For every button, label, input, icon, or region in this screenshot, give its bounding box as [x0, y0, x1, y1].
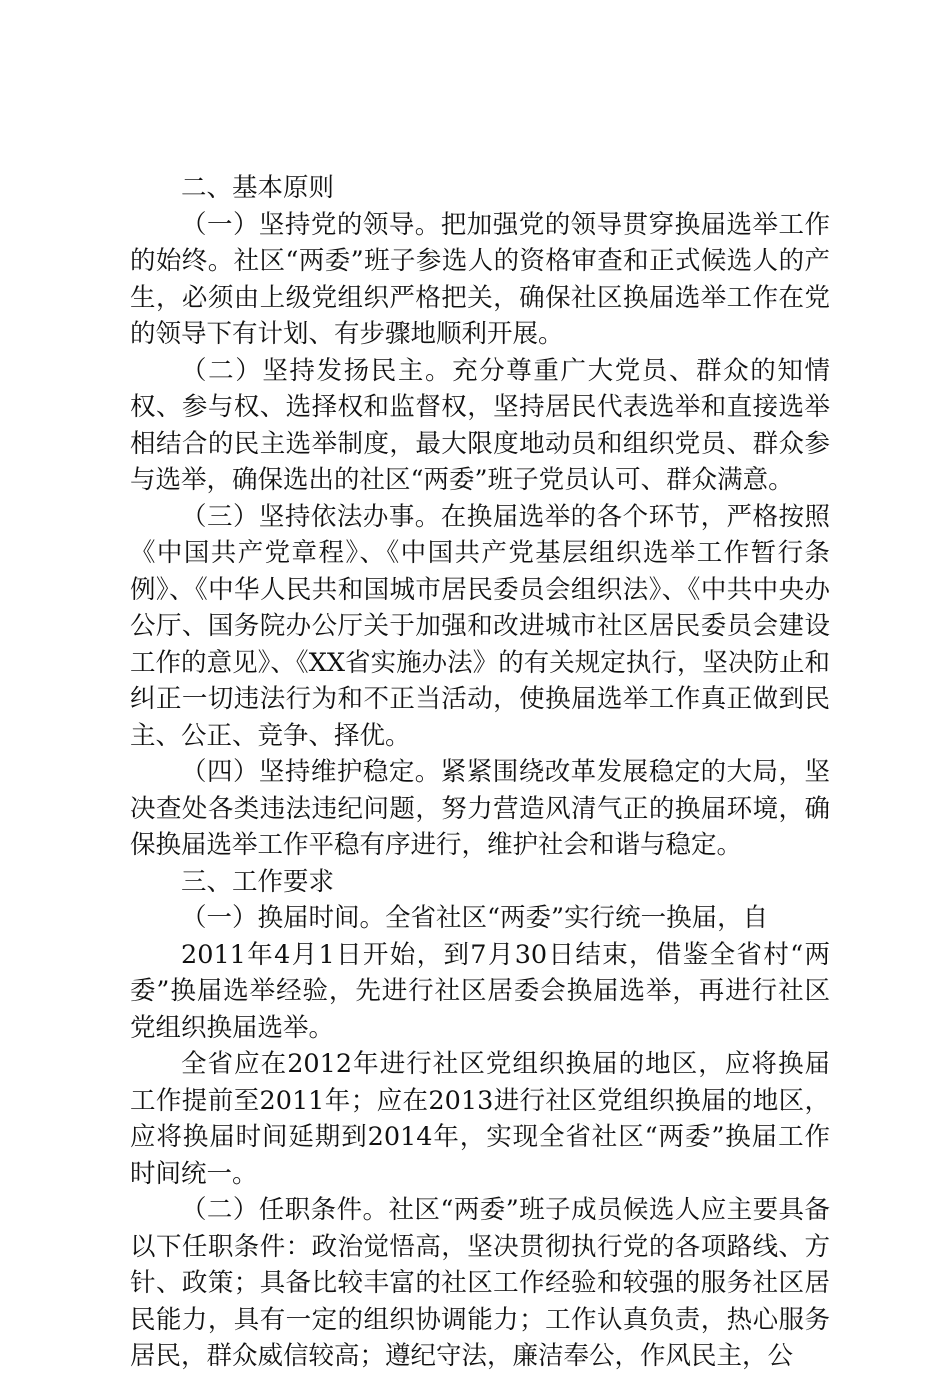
paragraph: （四）坚持维护稳定。紧紧围绕改革发展稳定的大局，坚决查处各类违法违纪问题，努力营造风清气正的换届环境，确保换届选举工作平稳有序进行，维护社会和谐与稳定。	[130, 757, 830, 860]
paragraph: 全省应在2012年进行社区党组织换届的地区，应将换届工作提前至2011年；应在2013进行社区党组织换届的地区，应将换届时间延期到2014年，实现全省社区“两委”换届工作时间统一。	[130, 1049, 830, 1189]
paragraph: （三）坚持依法办事。在换届选举的各个环节，严格按照《中国共产党章程》、《中国共产党基层组织选举工作暂行条例》、《中华人民共和国城市居民委员会组织法》、《中共中央办公厅、国务院办公厅关于加强和改进城市社区居民委员会建设工作的意见》、《XX省实施办法》的有关规定执行，坚决防止和纠正一切违法行为和不正当活动，使换届选举工作真正做到民主、公正、竞争、择优。	[130, 501, 830, 751]
paragraph: （二）坚持发扬民主。充分尊重广大党员、群众的知情权、参与权、选择权和监督权，坚持居民代表选举和直接选举相结合的民主选举制度，最大限度地动员和组织党员、群众参与选举，确保选出的社区“两委”班子党员认可、群众满意。	[130, 355, 830, 495]
paragraph: （二）任职条件。社区“两委”班子成员候选人应主要具备以下任职条件：政治觉悟高，坚决贯彻执行党的各项路线、方针、政策；具备比较丰富的社区工作经验和较强的服务社区居民能力，具有一定的组织协调能力；工作认真负责，热心服务居民，群众威信较高；遵纪守法，廉洁奉公，作风民主，公	[130, 1195, 830, 1371]
section-basic-principles	[130, 170, 830, 864]
paragraph: （一）坚持党的领导。把加强党的领导贯穿换届选举工作的始终。社区“两委”班子参选人的资格审查和正式候选人的产生，必须由上级党组织严格把关，确保社区换届选举工作在党的领导下有计划、有步骤地顺利开展。	[130, 209, 830, 349]
section-heading: 三、工作要求	[181, 866, 335, 897]
section-heading: 二、基本原则	[181, 173, 335, 203]
document-page	[130, 170, 830, 1375]
paragraph: 2011年4月1日开始，到7月30日结束，借鉴全省村“两委”换届选举经验，先进行社区居委会换届选举，再进行社区党组织换届选举。	[130, 939, 830, 1043]
section-work-requirements	[130, 864, 830, 1375]
paragraph: （一）换届时间。全省社区“两委”实行统一换届，自	[181, 903, 769, 933]
